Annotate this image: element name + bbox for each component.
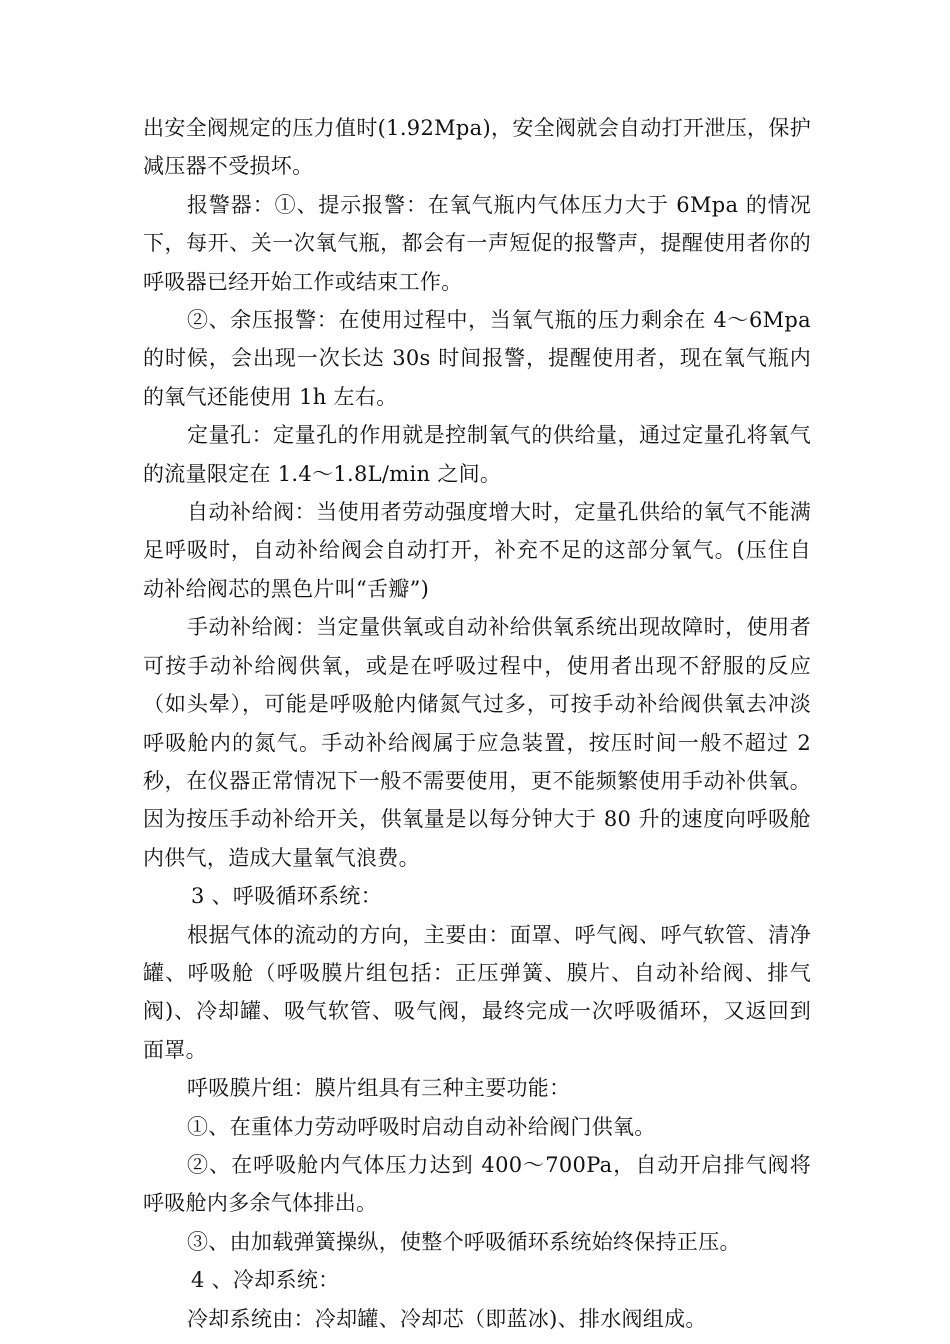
document-body (143, 109, 811, 1338)
list-item-function-1: ①、在重体力劳动呼吸时启动自动补给阀门供氧。 (187, 1114, 656, 1139)
list-item-function-2: ②、在呼吸舱内气体压力达到 400～700Pa，自动开启排气阀将呼吸舱内多余气体排出。 (143, 1152, 811, 1216)
paragraph-breathing-cycle-flow: 根据气体的流动的方向，主要由：面罩、呼气阀、呼气软管、清净罐、呼吸舱（呼吸膜片组包括：正压弹簧、膜片、自动补给阀、排气阀)、冷却罐、吸气软管、吸气阀，最终完成一次呼吸循环，又返回到面罩。 (143, 922, 811, 1062)
paragraph-diaphragm-group: 呼吸膜片组：膜片组具有三种主要功能： (187, 1076, 571, 1101)
paragraph-automatic-supply-valve: 自动补给阀：当使用者劳动强度增大时，定量孔供给的氧气不能满足呼吸时，自动补给阀会自动打开，补充不足的这部分氧气。(压住自动补给阀芯的黑色片叫“舌瓣”) (143, 500, 811, 601)
section-heading-cooling-system: 4 、冷却系统： (191, 1268, 340, 1293)
paragraph-alarm-prompt: 报警器：①、提示报警：在氧气瓶内气体压力大于 6Mpa 的情况下，每开、关一次氧气瓶，都会有一声短促的报警声，提醒使用者你的呼吸器已经开始工作或结束工作。 (143, 192, 811, 294)
paragraph-residual-pressure-alarm: ②、余压报警：在使用过程中，当氧气瓶的压力剩余在 4～6Mpa 的时候，会出现一次长达 30s 时间报警，提醒使用者，现在氧气瓶内的氧气还能使用 1h 左右。 (143, 308, 811, 409)
paragraph-safety-valve-continuation: 出安全阀规定的压力值时(1.92Mpa)，安全阀就会自动打开泄压，保护减压器不受损坏。 (143, 116, 811, 179)
section-heading-breathing-cycle: 3 、呼吸循环系统： (191, 884, 383, 909)
paragraph-metering-orifice: 定量孔：定量孔的作用就是控制氧气的供给量，通过定量孔将氧气的流量限定在 1.4～1.8L/min 之间。 (143, 423, 811, 486)
paragraph-cooling-system: 冷却系统由：冷却罐、冷却芯（即蓝冰)、排水阀组成。 (187, 1306, 707, 1331)
list-item-function-3: ③、由加载弹簧操纵，使整个呼吸循环系统始终保持正压。 (187, 1229, 741, 1254)
paragraph-manual-supply-valve: 手动补给阀：当定量供氧或自动补给供氧系统出现故障时，使用者可按手动补给阀供氧，或是在呼吸过程中，使用者出现不舒服的反应（如头晕），可能是呼吸舱内储氮气过多，可按手动补给阀供氧去冲淡呼吸舱内的氮气。手动补给阀属于应急装置，按压时间一般不超过 2 秒，在仪器正常情况下一般不需要使用，更不能频繁使用手动补供氧。因为按压手动补给开关，供氧量是以每分钟大于 80 升的速度向呼吸舱内供气，造成大量氧气浪费。 (143, 615, 811, 870)
